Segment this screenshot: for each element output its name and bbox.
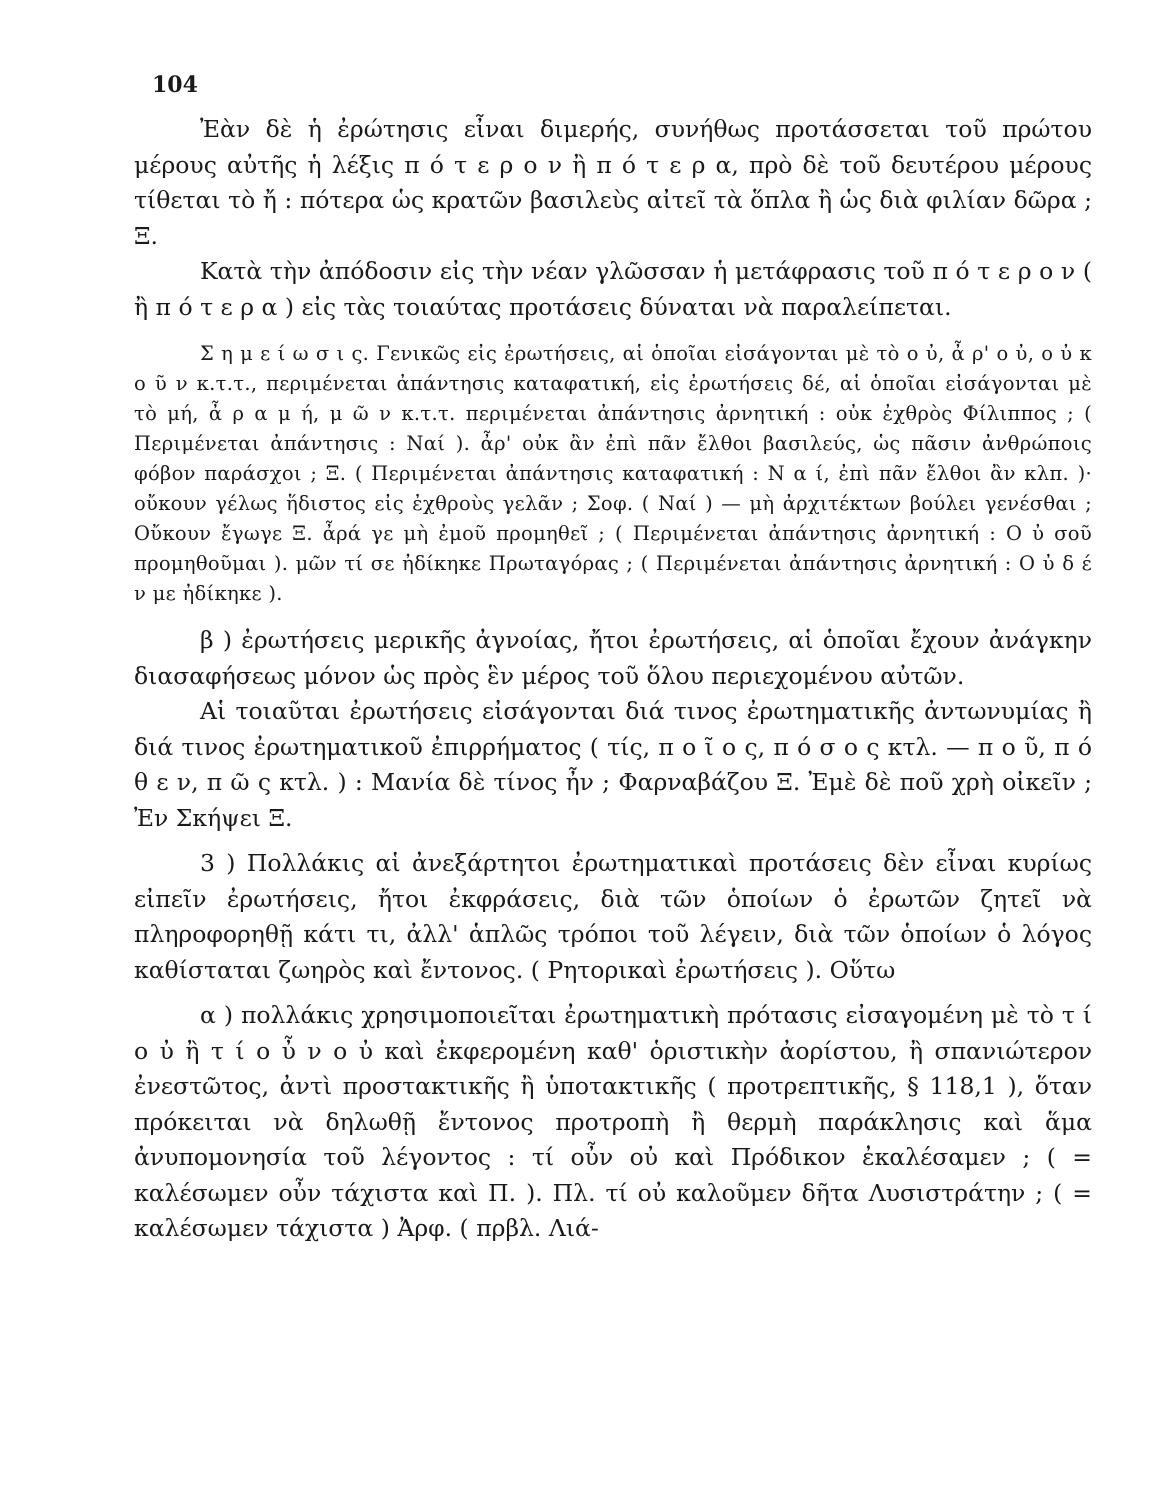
paragraph-diplomatic-question: Ἐὰν δὲ ἡ ἐρώτησις εἶναι διμερής, συνήθως προτάσσεται τοῦ πρώτου μέρους αὐτῆς ἡ λέξις π ό τ ε ρ ο ν ἢ π ό τ ε ρ α, πρὸ δὲ τοῦ δευτέρου μέρους τίθεται τὸ ἤ : πότερα ὡς κρατῶν βασιλεὺς αἰτεῖ τὰ ὅπλα ἢ ὡς διὰ φιλίαν δῶρα ; Ξ. [134,115,1092,250]
remark-note: Σ η μ ε ί ω σ ι ς. Γενικῶς εἰς ἐρωτήσεις, αἱ ὁποῖαι εἰσάγονται μὲ τὸ ο ὐ, ἆ ρ' ο ὐ, ο ὐ κ ο ῦ ν κ.τ.τ., περιμένεται ἀπάντησις καταφατική, εἰς ἐρωτήσεις δέ, αἱ ὁποῖαι εἰσάγονται μὲ τὸ μή, ἆ ρ α μ ή, μ ῶ ν κ.τ.τ. περιμένεται ἀπάντησις ἀρνητική : οὐκ ἐχθρὸς Φίλιππος ; ( Περιμένεται ἀπάντησις : Ναί ). ἆρ' οὐκ ἂν ἐπὶ πᾶν ἔλθοι βασιλεύς, ὡς πᾶσιν ἀνθρώποις φόβον παράσχοι ; Ξ. ( Περιμένεται ἀπάντησις καταφατική : Ν α ί, ἐπὶ πᾶν ἔλθοι ἂν κλπ. )· οὔκουν γέλως ἥδιστος εἰς ἐχθροὺς γελᾶν ; Σοφ. ( Ναί ) — μὴ ἀρχιτέκτων βούλει γενέσθαι ; Οὔκουν ἔγωγε Ξ. ἆρά γε μὴ ἐμοῦ προμηθεῖ ; ( Περιμένεται ἀπάντησις ἀρνητική : Ο ὐ σοῦ προμηθοῦμαι ). μῶν τί σε ἠδίκηκε Πρωταγόρας ; ( Περιμένεται ἀπάντησις ἀρνητική : Ο ὐ δ έ ν με ἠδίκηκε ). [134,342,1092,605]
paragraph-translation-note: Κατὰ τὴν ἀπόδοσιν εἰς τὴν νέαν γλῶσσαν ἡ μετάφρασις τοῦ π ό τ ε ρ ο ν ( ἢ π ό τ ε ρ α ) εἰς τὰς τοιαύτας προτάσεις δύναται νὰ παραλείπεται. [134,257,1092,321]
paragraph-ti-ou-usage: α ) πολλάκις χρησιμοποιεῖται ἐρωτηματικὴ πρότασις εἰσαγομένη μὲ τὸ τ ί ο ὐ ἢ τ ί ο ὖ ν ο ὐ καὶ ἐκφερομένη καθ' ὁριστικὴν ἀορίστου, ἢ σπανιώτερον ἐνεστῶτος, ἀντὶ προστακτικῆς ἢ ὑποτακτικῆς ( προτρεπτικῆς, § 118,1 ), ὅταν πρόκειται νὰ δηλωθῇ ἔντονος προτροπὴ ἢ θερμὴ παράκλησις καὶ ἅμα ἀνυπομονησία τοῦ λέγοντος : τί οὖν οὐ καὶ Πρόδικον ἐκαλέσαμεν ; ( = καλέσωμεν οὖν τάχιστα καὶ Π. ). Πλ. τί οὐ καλοῦμεν δῆτα Λυσιστράτην ; ( = καλέσωμεν τάχιστα ) Ἀρφ. ( πρβλ. Λιά- [134,1001,1092,1242]
page-body [134,112,1092,1247]
paragraph-rhetorical-questions: 3 ) Πολλάκις αἱ ἀνεξάρτητοι ἐρωτηματικαὶ προτάσεις δὲν εἶναι κυρίως εἰπεῖν ἐρωτήσεις, ἤτοι ἐκφράσεις, διὰ τῶν ὁποίων ὁ ἐρωτῶν ζητεῖ νὰ πληροφορηθῇ κάτι τι, ἀλλ' ἁπλῶς τρόποι τοῦ λέγειν, διὰ τῶν ὁποίων ὁ λόγος καθίσταται ζωηρὸς καὶ ἔντονος. ( Ρητορικαὶ ἐρωτήσεις ). Οὕτω [134,849,1092,984]
paragraph-partial-ignorance: β ) ἐρωτήσεις μερικῆς ἀγνοίας, ἤτοι ἐρωτήσεις, αἱ ὁποῖαι ἔχουν ἀνάγκην διασαφήσεως μόνον ὡς πρὸς ἓν μέρος τοῦ ὅλου περιεχομένου αὐτῶν. [134,626,1092,690]
page-number: 104 [152,72,198,98]
paragraph-interrogative-pronouns: Αἱ τοιαῦται ἐρωτήσεις εἰσάγονται διά τινος ἐρωτηματικῆς ἀντωνυμίας ἢ διά τινος ἐρωτηματικοῦ ἐπιρρήματος ( τίς, π ο ῖ ο ς, π ό σ ο ς κτλ. — π ο ῦ, π ό θ ε ν, π ῶ ς κτλ. ) : Μανία δὲ τίνος ἦν ; Φαρναβάζου Ξ. Ἐμὲ δὲ ποῦ χρὴ οἰκεῖν ; Ἐν Σκήψει Ξ. [134,697,1092,832]
